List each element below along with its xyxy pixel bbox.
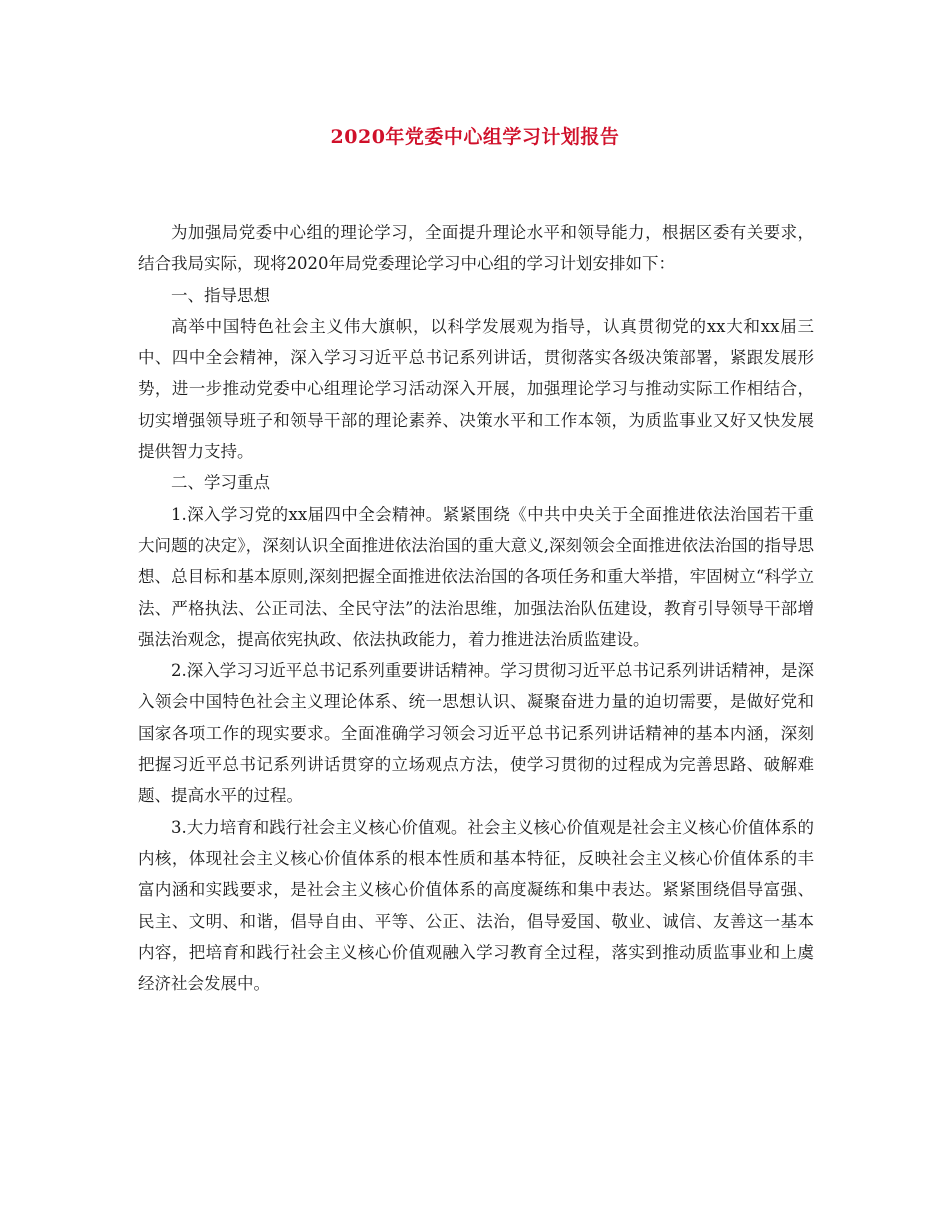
document-body (138, 217, 814, 999)
guiding-thought-paragraph: 高举中国特色社会主义伟大旗帜，以科学发展观为指导，认真贯彻党的xx大和xx届三中、四中全会精神，深入学习习近平总书记系列讲话，贯彻落实各级决策部署，紧跟发展形势，进一步推动党委中心组理论学习活动深入开展，加强理论学习与推动实际工作相结合，切实增强领导班子和领导干部的理论素养、决策水平和工作本领，为质监事业又好又快发展提供智力支持。 (138, 316, 814, 462)
intro-paragraph: 为加强局党委中心组的理论学习，全面提升理论水平和领导能力，根据区委有关要求，结合我局实际，现将2020年局党委理论学习中心组的学习计划安排如下： (138, 223, 814, 274)
study-focus-item-2: 2.深入学习习近平总书记系列重要讲话精神。学习贯彻习近平总书记系列讲话精神，是深入领会中国特色社会主义理论体系、统一思想认识、凝聚奋进力量的迫切需要，是做好党和国家各项工作的现实要求。全面准确学习领会习近平总书记系列讲话精神的基本内涵，深刻把握习近平总书记系列讲话贯穿的立场观点方法，使学习贯彻的过程成为完善思路、破解难题、提高水平的过程。 (138, 661, 814, 806)
document-title: 2020年党委中心组学习计划报告 (330, 126, 620, 148)
study-focus-item-1: 1.深入学习党的xx届四中全会精神。紧紧围绕《中共中央关于全面推进依法治国若干重大问题的决定》，深刻认识全面推进依法治国的重大意义,深刻领会全面推进依法治国的指导思想、总目标和基本原则,深刻把握全面推进依法治国的各项任务和重大举措，牢固树立“科学立法、严格执法、公正司法、全民守法”的法治思维，加强法治队伍建设，教育引导领导干部增强法治观念，提高依宪执政、依法执政能力，着力推进法治质监建设。 (138, 504, 814, 649)
section-heading-study-focus: 二、学习重点 (171, 473, 270, 493)
study-focus-item-3: 3.大力培育和践行社会主义核心价值观。社会主义核心价值观是社会主义核心价值体系的内核，体现社会主义核心价值体系的根本性质和基本特征，反映社会主义核心价值体系的丰富内涵和实践要求，是社会主义核心价值体系的高度凝练和集中表达。紧紧围绕倡导富强、民主、文明、和谐，倡导自由、平等、公正、法治，倡导爱国、敬业、诚信、友善这一基本内容，把培育和践行社会主义核心价值观融入学习教育全过程，落实到推动质监事业和上虞经济社会发展中。 (138, 817, 814, 994)
section-heading-guiding-thought: 一、指导思想 (171, 285, 270, 305)
